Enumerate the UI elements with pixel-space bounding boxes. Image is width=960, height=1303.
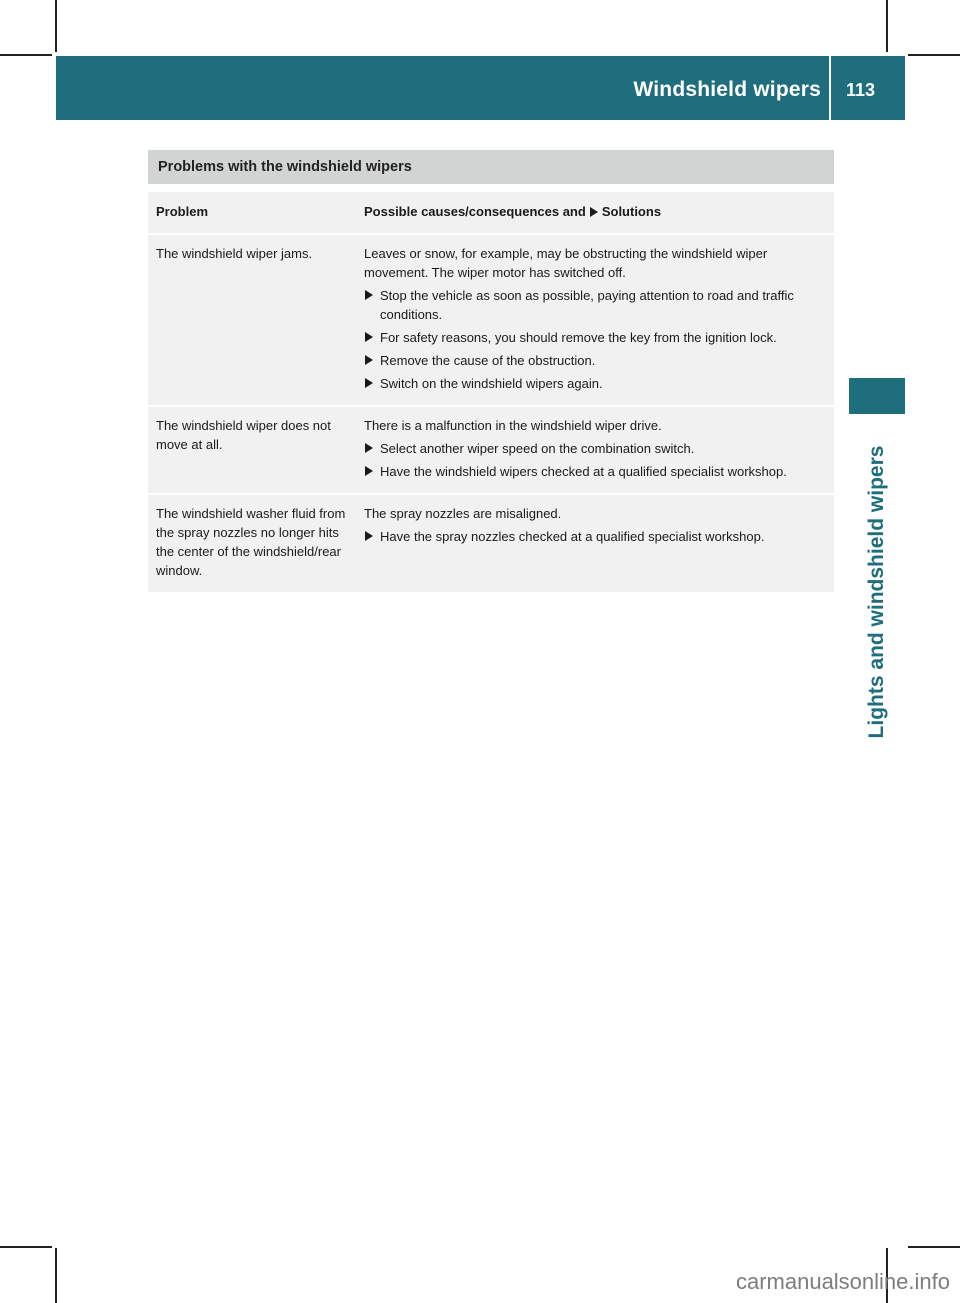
solution-step bbox=[364, 328, 826, 347]
crop-mark-top-right-v bbox=[886, 0, 888, 52]
column-header-solutions bbox=[356, 192, 834, 233]
section-title: Windshield wipers bbox=[633, 78, 821, 101]
action-arrow-icon bbox=[365, 466, 373, 476]
action-arrow-icon bbox=[590, 207, 598, 217]
header-divider bbox=[829, 56, 831, 120]
troubleshooting-table bbox=[148, 150, 834, 592]
column-header-problem: Problem bbox=[156, 204, 209, 219]
page-header bbox=[56, 56, 905, 120]
table-header-row bbox=[148, 192, 834, 233]
solution-cell bbox=[356, 407, 834, 493]
problem-cell: The windshield washer fluid from the spray nozzles no longer hits the center of the windshield/rear window. bbox=[156, 506, 346, 578]
cause-text: There is a malfunction in the windshield wiper drive. bbox=[364, 418, 662, 433]
table-title: Problems with the windshield wipers bbox=[148, 150, 834, 184]
page-number: 113 bbox=[846, 80, 876, 100]
crop-mark-bottom-right-h bbox=[908, 1246, 960, 1248]
step-text: Stop the vehicle as soon as possible, paying attention to road and traffic conditions. bbox=[380, 288, 794, 322]
table-row bbox=[148, 405, 834, 493]
solution-step bbox=[364, 439, 826, 458]
solution-cell bbox=[356, 235, 834, 405]
step-text: Select another wiper speed on the combination switch. bbox=[380, 441, 695, 456]
chapter-label: Lights and windshield wipers bbox=[865, 445, 888, 739]
cause-text: The spray nozzles are misaligned. bbox=[364, 506, 562, 521]
problem-cell: The windshield wiper does not move at all. bbox=[156, 418, 331, 452]
crop-mark-top-left-v bbox=[55, 0, 57, 52]
crop-mark-bottom-left-v bbox=[55, 1248, 57, 1303]
action-arrow-icon bbox=[365, 290, 373, 300]
action-arrow-icon bbox=[365, 332, 373, 342]
problem-cell: The windshield wiper jams. bbox=[156, 246, 313, 261]
step-text: Have the spray nozzles checked at a qualified specialist workshop. bbox=[380, 529, 765, 544]
step-text: For safety reasons, you should remove the key from the ignition lock. bbox=[380, 330, 777, 345]
action-arrow-icon bbox=[365, 443, 373, 453]
action-arrow-icon bbox=[365, 355, 373, 365]
table-row bbox=[148, 233, 834, 405]
chapter-tab bbox=[849, 378, 905, 414]
action-arrow-icon bbox=[365, 378, 373, 388]
crop-mark-top-left-h bbox=[0, 54, 52, 56]
crop-mark-bottom-left-h bbox=[0, 1246, 52, 1248]
solution-step bbox=[364, 527, 826, 546]
solution-step bbox=[364, 462, 826, 481]
crop-mark-top-right-h bbox=[908, 54, 960, 56]
watermark: carmanualsonline.info bbox=[735, 1269, 950, 1294]
action-arrow-icon bbox=[365, 531, 373, 541]
column-header-solutions-label: Solutions bbox=[601, 204, 662, 219]
cause-text: Leaves or snow, for example, may be obstructing the windshield wiper movement. The wiper motor has switched off. bbox=[364, 246, 768, 280]
column-header-causes: Possible causes/consequences and bbox=[364, 204, 586, 219]
table-row bbox=[148, 493, 834, 592]
step-text: Have the windshield wipers checked at a qualified specialist workshop. bbox=[380, 464, 787, 479]
solution-step bbox=[364, 351, 826, 370]
step-text: Remove the cause of the obstruction. bbox=[380, 353, 596, 368]
step-text: Switch on the windshield wipers again. bbox=[380, 376, 603, 391]
table-gap bbox=[148, 184, 834, 192]
solution-cell bbox=[356, 495, 834, 592]
solution-step bbox=[364, 286, 826, 324]
solution-step bbox=[364, 374, 826, 393]
